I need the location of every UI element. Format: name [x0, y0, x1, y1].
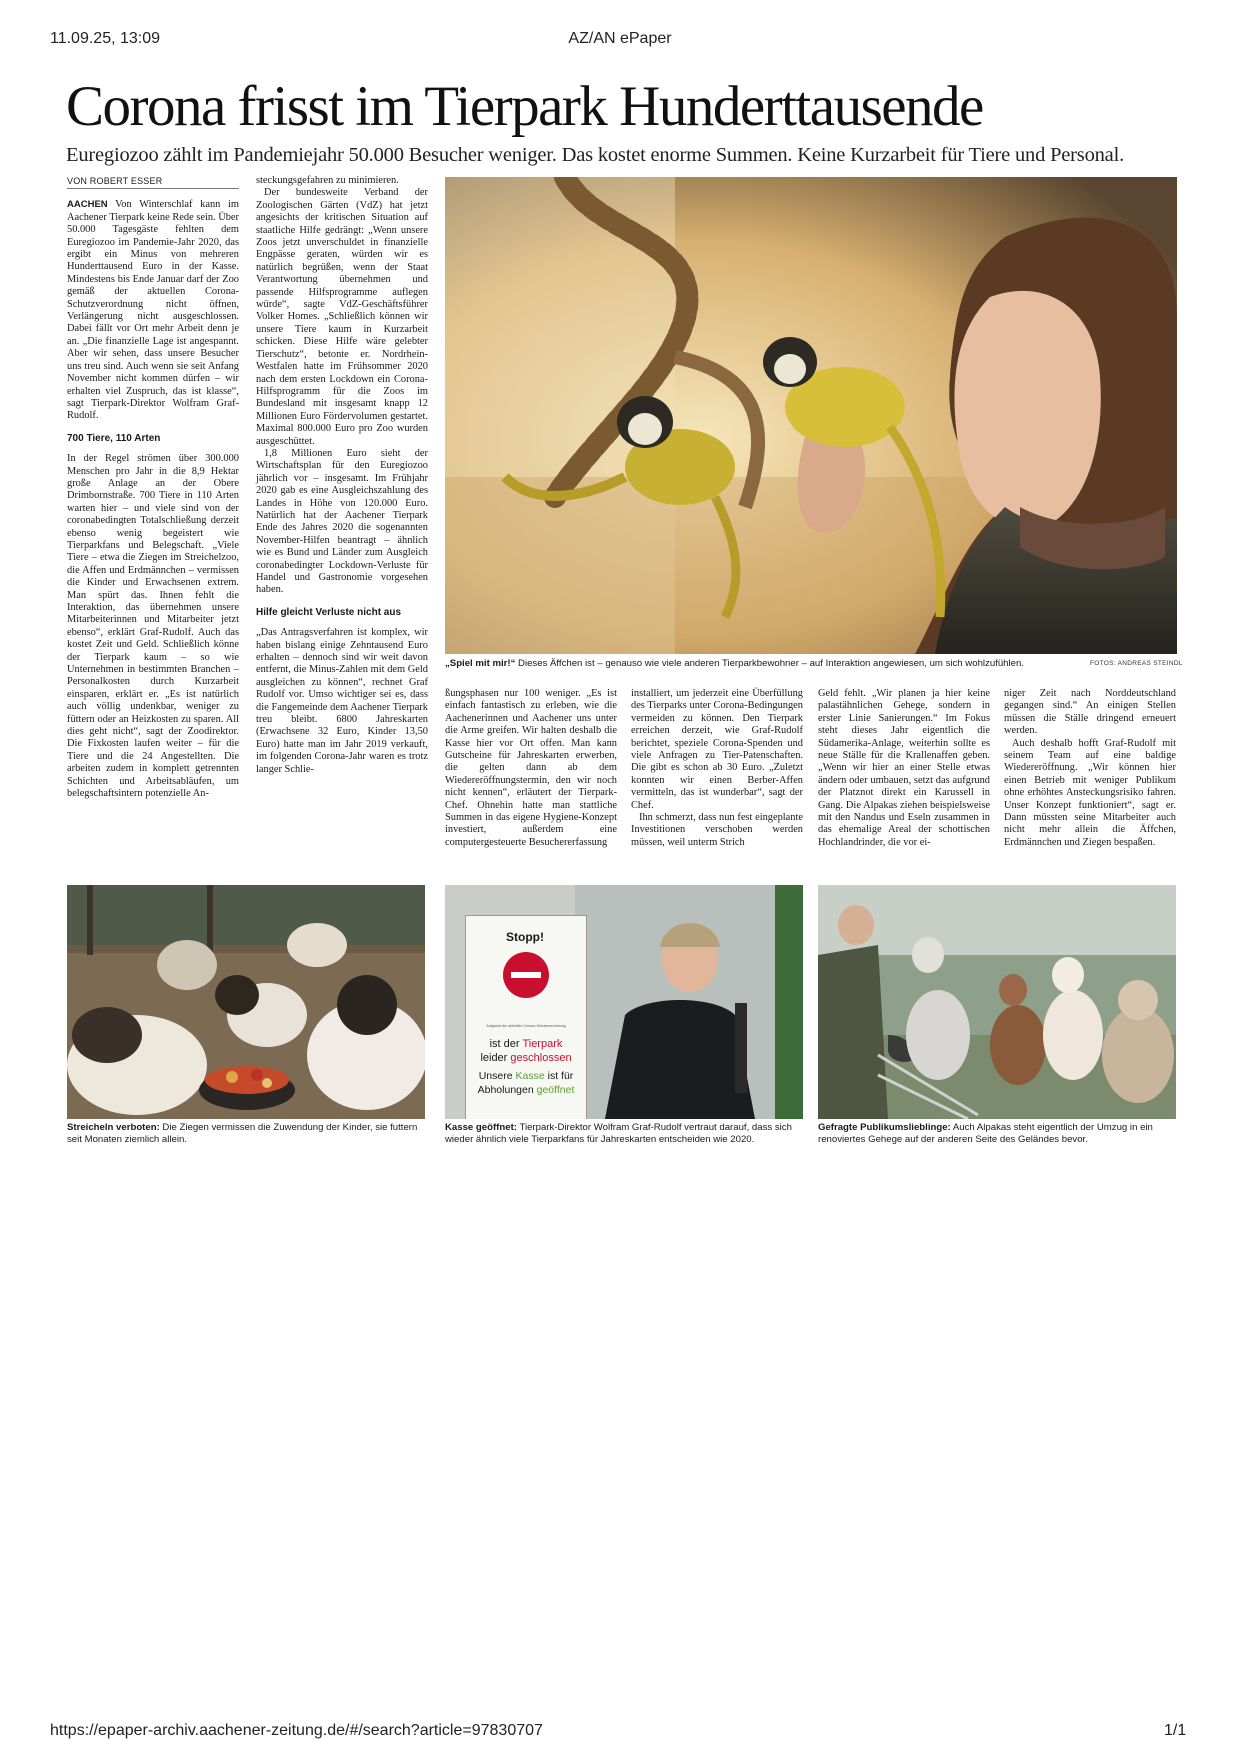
article-column-6 [1004, 688, 1176, 849]
main-photo-caption: „Spiel mit mir!“ Dieses Äffchen ist – genauso wie viele anderen Tierparkbewohner – auf Interaktion angewiesen, um sich wohlzufühlen. [445, 658, 1024, 669]
sign-line-2: leider geschlossen [480, 1052, 572, 1064]
paragraph: In der Regel strömen über 300.000 Menschen pro Jahr in die 8,9 Hektar große Anlage an der Obere Drimbornstraße. 700 Tiere in 110 Arten warten hier – und viele sind von der coronabedingten Totalschließung derzeit ebenso wenig begeistert wie Tierparkfans und Belegschaft. „Viele Tiere – etwa die Ziegen im Streichelzoo, die Affen und Erdmännchen – vermissen die Kinder und Erwachsenen extrem. Man spürt das. Ihnen fehlt die Interaktion, das übernehmen unsere Mitarbeiterinnen und Mitarbeiter jetzt ebenso“, erklärt Graf-Rudolf. Auch das kostet Zeit und Geld. Schließlich könne der Tierpark kaum – so wie Unternehmen in bestimmten Branchen – Personalkosten durch Kurzarbeit einsparen, erklärt er. „Es ist natürlich auch völlig undenkbar, weniger zu füttern oder an Heizkosten zu sparen. All dies geht nicht“, sagt der Zoodirektor. Die Fixkosten laufen weiter – für die Tiere und die 24 Angestellten. Die arbeiten zudem in komplett getrennten Schichten und Arbeitsabläufen, um belegschaftsintern potenzielle An- [67, 453, 239, 800]
paragraph: Von Winterschlaf kann im Aachener Tierpark keine Rede sein. Über 50.000 Tagesgäste fehlten dem Euregiozoo im Pandemie-Jahr 2020, das ergibt ein Minus von mehreren Hunderttausend Euro in der Kasse. Mindestens bis Ende Januar darf der Zoo gemäß der aktuellen Corona-Schutzverordnung nicht öffnen, Verlängerung nicht ausgeschlossen. Dabei fällt vor Ort mehr Arbeit denn je an. „Die finanzielle Lage ist angespannt. Aber wir sehen, dass unsere Besucher uns treu sind. Auch wenn sie seit Anfang November nicht kommen dürfen – wir erhalten viel Zuspruch, das ist klasse“, sagt Tierpark-Direktor Wolfram Graf-Rudolf. [67, 199, 239, 422]
main-photo-monkeys [445, 177, 1177, 654]
print-datetime: 11.09.25, 13:09 [50, 30, 161, 47]
paragraph: Der bundesweite Verband der Zoologischen Gärten (VdZ) hat jetzt angesichts der kritischen Situation auf staatliche Hilfe gedrängt: „Wenn unsere Zoos jetzt unverschuldet in finanzielle Engpässe geraten, würden wir es natürlich begrüßen, wenn der Staat Verantwortung übernehmen und passende Hilfsprogramme auflegen würde“, sagte VdZ-Geschäftsführer Volker Homes. „Schließlich können wir unsere Tiere kaum in Kurzarbeit schicken. Diese Hilfe wäre gelebter Tierschutz“, betonte er. Nordrhein-Westfalen hatte im Frühsommer 2020 nach dem ersten Lockdown ein Corona-Hilfsprogramm für die Zoos im Bundesland mit insgesamt knapp 12 Millionen Euro Fördervolumen gestartet. Maximal 800.000 Euro pro Zoo wurden ausgeschüttet. [256, 187, 428, 447]
paragraph: Geld fehlt. „Wir planen ja hier keine palastähnlichen Gehege, sondern in erster Linie Sanierungen.“ Im Fokus steht dieses Jahr eigentlich die Südamerika-Anlage, weiterhin sollte es neue Ställe für die Krallenaffen geben. „Wenn wir hier an einer Stelle etwas ändern oder umbauen, setzt das aufgrund der Platznot direkt ein Karussell in Gang. Die Alpakas ziehen beispielsweise mit den Nandus und Eseln zusammen in das ehemalige Areal der schottischen Hochlandrinder, die vor ei- [818, 688, 990, 848]
alpacas-photo-caption: Gefragte Publikumslieblinge: Auch Alpakas steht eigentlich der Umzug in ein renoviertes Gehege auf der anderen Seite des Geländes bevor. [818, 1122, 1153, 1145]
paragraph: installiert, um jederzeit eine Überfüllung des Tierparks unter Corona-Bedingungen vermeiden zu können. Den Tierpark erreichen derzeit, wie Graf-Rudolf berichtet, speziele Corona-Spenden und viele Anfragen zu Tier-Patenschaften. Die gibt es schon ab 30 Euro. „Zuletzt konnten wir einen Berber-Affen vermitteln, das ist wunderbar“, sagt der Chef. [631, 688, 803, 811]
article-column-4 [631, 688, 803, 849]
goats-photo [67, 885, 425, 1119]
sign-line-4: Abholungen geöffnet [477, 1084, 575, 1096]
paragraph: 1,8 Millionen Euro sieht der Wirtschaftsplan für den Euregiozoo jährlich vor – insgesamt. Im Frühjahr 2020 gab es eine Ausgleichszahlung des Landes in Höhe von 120.000 Euro. Natürlich hat der Aachener Tierpark Ende des Jahres 2020 die sogenannten November-Hilfen beantragt – ähnlich wie es Bund und Länder zum Ausgleich coronabedingter Lockdown-Verluste für Handel und Gastronomie vorgesehen haben. [256, 447, 428, 596]
goats-photo-caption: Streicheln verboten: Die Ziegen vermissen die Zuwendung der Kinder, sie futtern seit Monaten ziemlich allein. [67, 1122, 418, 1145]
sign-stop-label: Stopp! [506, 930, 544, 944]
paragraph: Auch deshalb hofft Graf-Rudolf mit seinem Team auf eine baldige Wiedereröffnung. „Wir können hier einen Betrieb mit weniger Publikum ohne erhöhtes Ansteckungsrisiko fahren. Unser Konzept funktioniert“, sagt er. Dann müssten seine Mitarbeiter auch nicht mehr allein die Äffchen, Erdmännchen und Ziegen bespaßen. [1004, 737, 1176, 848]
sign-line-3: Unsere Kasse ist für [478, 1070, 574, 1082]
closed-sign [465, 915, 587, 1119]
article-dateline: AACHEN [67, 199, 108, 211]
paragraph: steckungsgefahren zu minimieren. [256, 175, 399, 186]
article-byline: VON ROBERT ESSER [67, 175, 239, 189]
section-subhead: 700 Tiere, 110 Arten [67, 432, 161, 444]
article-subheadline: Euregiozoo zählt im Pandemiejahr 50.000 Besucher weniger. Das kostet enorme Summen. Keine Kurzarbeit für Tiere und Personal. [66, 144, 1125, 166]
article-column-3 [445, 688, 617, 849]
article-column-5 [818, 688, 990, 849]
print-page-title: AZ/AN ePaper [568, 30, 672, 47]
no-entry-icon [503, 952, 549, 998]
paragraph: niger Zeit nach Norddeutschland gegangen sind.“ An einigen Stellen müssen die Ställe dringend erneuert werden. [1004, 688, 1176, 737]
paragraph: „Das Antragsverfahren ist komplex, wir haben bislang einige Zehntausend Euro erhalten – dennoch sind wir weit davon entfernt, die Minus-Zahlen mit dem Geld ausgleichen zu können“, rechnet Graf Rudolf vor. Umso wichtiger sei es, dass die Fangemeinde dem Aachener Tierpark treu bleibt. 6800 Jahreskarten (Erwachsene 32 Euro, Kinder 13,50 Euro) hatte man im Jahr 2019 verkauft, im folgenden Corona-Jahr waren es trotz langer Schlie- [256, 627, 428, 775]
director-photo [445, 885, 803, 1119]
article-headline: Corona frisst im Tierpark Hunderttausende [66, 75, 983, 138]
print-page-counter: 1/1 [1164, 1722, 1187, 1739]
paragraph: Ihn schmerzt, dass nun fest eingeplante Investitionen verschoben werden müssen, weil unterm Strich [631, 812, 803, 848]
paragraph: ßungsphasen nur 100 weniger. „Es ist einfach fantastisch zu erleben, wie die Aachenerinnen und Aachener uns unter die Arme greifen. Wir halten deshalb die Kasse hier vor Ort offen. Man kann Gutscheine für Jahreskarten erwerben, die gelten dann ab dem Wiedereröffnungstermin, den wir noch nicht kennen“, erläutert der Tierpark-Chef. Ohnehin hatte man stattliche Summen in das eigene Hygiene-Konzept investiert, außerdem eine computergesteuerte Besuchererfassung [445, 688, 617, 848]
section-subhead: Hilfe gleicht Verluste nicht aus [256, 606, 402, 618]
alpacas-photo [818, 885, 1176, 1119]
article-column-2 [256, 175, 428, 776]
sign-small-text: Aufgrund der aktuellen Corona-Schutzverordnung [486, 1024, 566, 1028]
sign-line-1: ist der Tierpark [489, 1038, 563, 1050]
article-column-1 [67, 175, 239, 801]
director-photo-caption: Kasse geöffnet: Tierpark-Direktor Wolfram Graf-Rudolf vertraut darauf, dass sich wieder ähnlich viele Tierparkfans für Jahreskarten entscheiden wie 2020. [445, 1122, 792, 1145]
print-url: https://epaper-archiv.aachener-zeitung.de/#/search?article=97830707 [50, 1722, 543, 1739]
photo-credit: FOTOS: ANDREAS STEINDL [1090, 660, 1183, 667]
